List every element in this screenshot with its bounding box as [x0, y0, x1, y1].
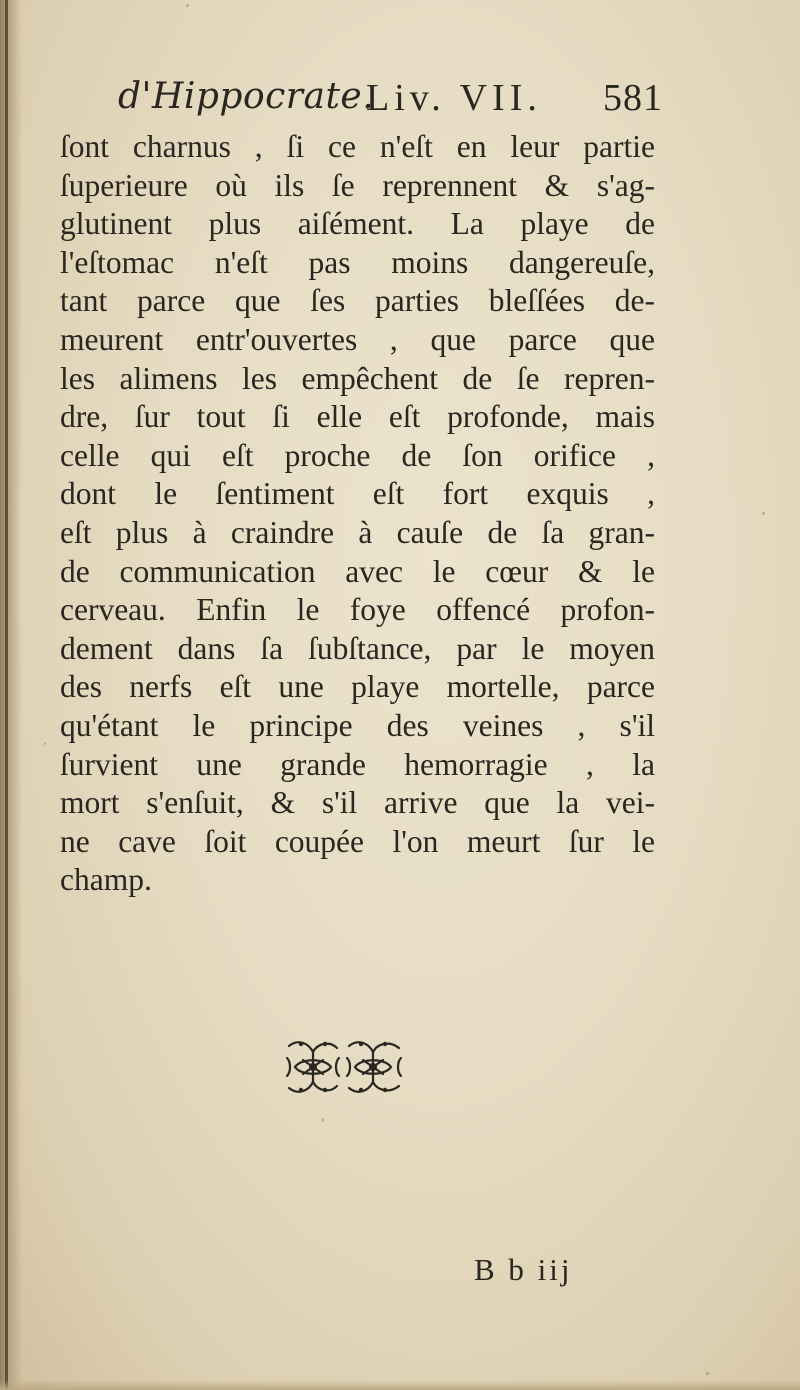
body-text [60, 128, 655, 900]
text-line: qu'étant le principe des veines , s'il [60, 707, 655, 743]
text-line: dont le ſentiment eſt fort exquis , [60, 476, 655, 512]
text-line: dement dans ſa ſubſtance, par le moyen [60, 630, 655, 666]
text-line: ſurvient une grande hemorragie , la [60, 746, 655, 782]
text-line: les alimens les empêchent de ſe repren- [60, 360, 655, 396]
text-line: dre, ſur tout ſi elle eſt profonde, mais [60, 399, 655, 435]
paper-speck [706, 1372, 709, 1375]
text-line-last: champ. [60, 862, 152, 898]
page-bottom-edge [0, 1380, 800, 1390]
paper-speck [762, 512, 765, 515]
fleuron-ornament-icon [283, 1036, 405, 1098]
spine-shadow [0, 0, 22, 1390]
text-line: des nerfs eſt une playe mortelle, parce [60, 669, 655, 705]
text-line: celle qui eſt proche de ſon orifice , [60, 437, 655, 473]
page-number: 581 [603, 77, 663, 119]
signature-mark: B b iij [474, 1252, 573, 1287]
text-line: ſont charnus , ſi ce n'eſt en leur partie [60, 129, 655, 164]
running-head-book: Liv. VII. [366, 77, 542, 119]
paper-speck [322, 1118, 324, 1122]
text-line: ſuperieure où ils ſe reprennent & s'ag- [60, 167, 655, 203]
text-line: eſt plus à craindre à cauſe de ſa gran- [60, 514, 655, 550]
running-head-title: d'Hippocrate. [118, 76, 375, 117]
text-line: meurent entr'ouvertes , que parce que [60, 321, 655, 357]
running-head [118, 70, 663, 120]
spine-edge [5, 0, 8, 1390]
text-line: de communication avec le cœur & le [60, 553, 655, 589]
paper-speck [44, 742, 46, 745]
text-line: glutinent plus aiſément. La playe de [60, 206, 655, 242]
text-line: tant parce que ſes parties bleſſées de- [60, 283, 655, 319]
paper-speck [186, 4, 189, 7]
text-line: mort s'enſuit, & s'il arrive que la vei- [60, 785, 655, 821]
text-line: ne cave ſoit coupée l'on meurt ſur le [60, 823, 655, 859]
text-line: cerveau. Enfin le foye offencé profon- [60, 592, 655, 628]
text-line: l'eſtomac n'eſt pas moins dangereuſe, [60, 244, 655, 280]
